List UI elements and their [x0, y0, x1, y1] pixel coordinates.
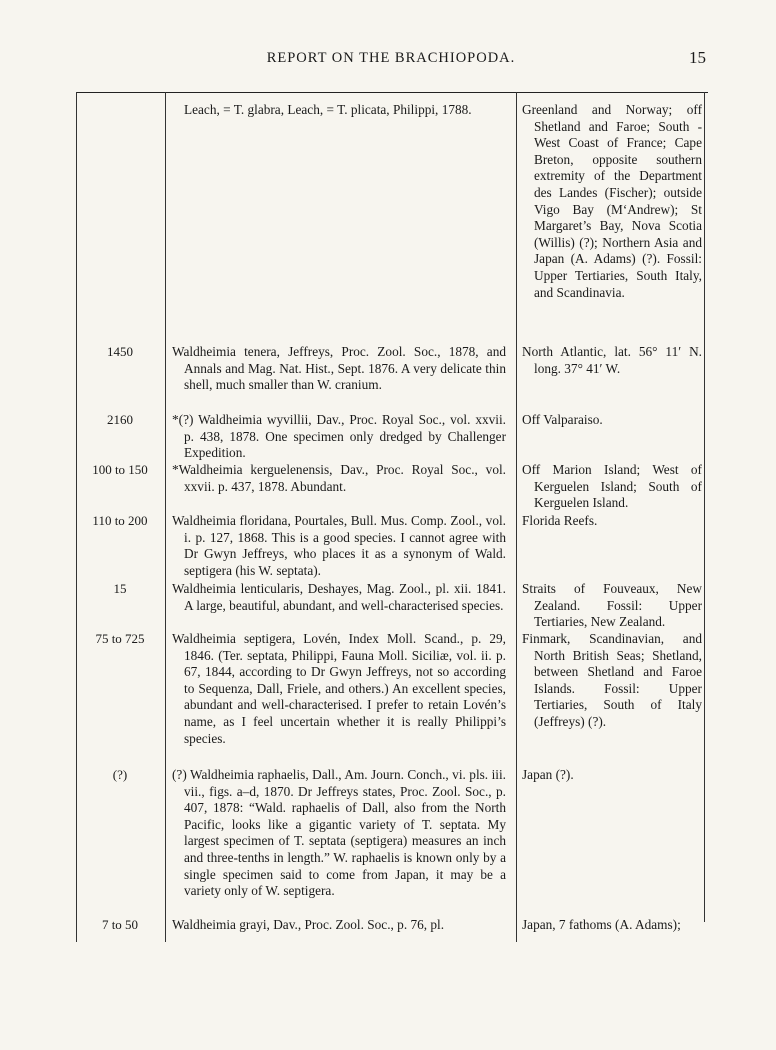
description-cell: (?) Waldheimia raphaelis, Dall., Am. Journ. Conch., vi. pls. iii. vii., figs. a–d, 1870. Dr Jeffreys states, Proc. Zool. Soc., p. 407, 1878: “Wald. raphaelis of Dall, also from the North Pacific, looks like a gigantic variety of T. septata. My largest specimen of T. septata (septigera) measures an inch and three-tenths in length.” W. raphaelis is known only by a single specimen said to come from Japan, it may be a variety only of W. septigera.	[172, 767, 506, 899]
description-cell: Waldheimia floridana, Pourtales, Bull. Mus. Comp. Zool., vol. i. p. 127, 1868. This is a good species. I cannot agree with Dr Gwyn Jeffreys, who places it as a synonym of Wald. septigera (his W. septata).	[172, 513, 506, 578]
description-cell: Waldheimia septigera, Lovén, Index Moll. Scand., p. 29, 1846. (Ter. septata, Philippi, Fauna Moll. Siciliæ, vol. ii. p. 67, 1844, according to Dr Gwyn Jeffreys, not so according to Sequenza, Dall, Friele, and others.) An excellent species, abundant and well-characterised. I prefer to retain Lovén’s name, as I feel uncertain whether it is really Philippi’s species.	[172, 631, 506, 746]
locality-cell: Japan, 7 fathoms (A. Adams);	[522, 917, 681, 932]
locality-cell: Florida Reefs.	[522, 513, 598, 528]
page-number: 15	[689, 48, 706, 67]
description-cell: Waldheimia lenticularis, Deshayes, Mag. Zool., pl. xii. 1841. A large, beautiful, abundant, and well-characterised species.	[172, 581, 506, 613]
depth-cell: 1450	[107, 344, 133, 359]
description-cell: Leach, = T. glabra, Leach, = T. plicata, Philippi, 1788.	[184, 102, 472, 117]
species-table	[76, 92, 708, 1037]
table-top-rule	[76, 92, 708, 93]
depth-cell: 2160	[107, 412, 133, 427]
locality-cell: Finmark, Scandinavian, and North British Seas; Shetland, between Shetland and Faroe Islands. Fossil: Upper Tertiaries, South of Italy (Jeffreys) (?).	[522, 631, 702, 729]
depth-cell: 75 to 725	[95, 631, 145, 646]
locality-cell: Greenland and Norway; off Shetland and Faroe; South - West Coast of France; Cape Breton, opposite southern extremity of the Department des Landes (Fischer); outside Vigo Bay (M‘Andrew); St Margaret’s Bay, Nova Scotia (Willis) (?); Northern Asia and Japan (A. Adams) (?). Fossil: Upper Tertiaries, South Italy, and Scandinavia.	[522, 102, 702, 300]
running-title: REPORT ON THE BRACHIOPODA.	[266, 50, 516, 66]
locality-cell: Off Valparaiso.	[522, 412, 603, 427]
description-cell: Waldheimia tenera, Jeffreys, Proc. Zool. Soc., 1878, and Annals and Mag. Nat. Hist., Sept. 1876. A very delicate thin shell, much smaller than W. cranium.	[172, 344, 506, 393]
locality-cell: Japan (?).	[522, 767, 574, 782]
running-head	[76, 48, 706, 70]
locality-cell: North Atlantic, lat. 56° 11′ N. long. 37° 41′ W.	[522, 344, 702, 376]
locality-cell: Straits of Fouveaux, New Zealand. Fossil: Upper Tertiaries, New Zealand.	[522, 581, 702, 630]
depth-cell: 100 to 150	[92, 462, 148, 477]
depth-cell: (?)	[112, 767, 128, 782]
description-cell: *(?) Waldheimia wyvillii, Dav., Proc. Royal Soc., vol. xxvii. p. 438, 1878. One specimen only dredged by Challenger Expedition.	[172, 412, 506, 461]
description-cell: Waldheimia grayi, Dav., Proc. Zool. Soc., p. 76, pl.	[172, 917, 445, 932]
column-rule-description	[516, 92, 517, 942]
depth-cell: 7 to 50	[101, 917, 139, 932]
depth-cell: 15	[113, 581, 127, 596]
depth-cell: 110 to 200	[92, 513, 148, 528]
column-rule-right	[704, 92, 705, 922]
column-rule-depth	[165, 92, 166, 942]
description-cell: *Waldheimia kerguelenensis, Dav., Proc. Royal Soc., vol. xxvii. p. 437, 1878. Abundant.	[172, 462, 506, 494]
locality-cell: Off Marion Island; West of Kerguelen Island; South of Kerguelen Island.	[522, 462, 702, 511]
